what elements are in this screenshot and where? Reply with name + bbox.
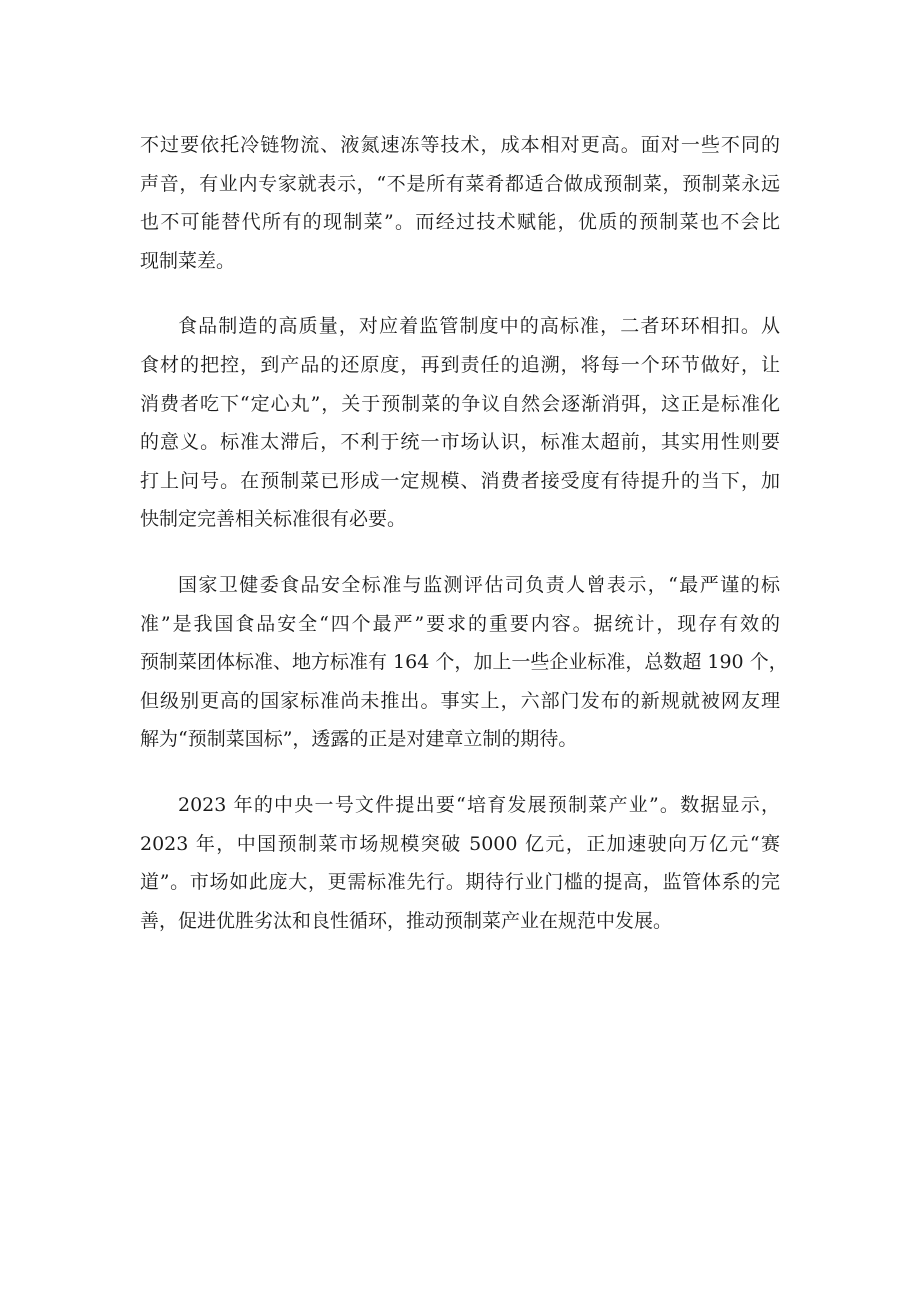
- paragraph-line: 预制菜团体标准、地方标准有 164 个，加上一些企业标准，总数超 190 个，: [140, 651, 788, 674]
- paragraph-line: 准”是我国食品安全“四个最严”要求的重要内容。据统计，现存有效的: [140, 612, 780, 635]
- paragraph-line: 的意义。标准太滞后，不利于统一市场认识，标准太超前，其实用性则要: [140, 431, 780, 454]
- paragraph-line: 道”。市场如此庞大，更需标准先行。期待行业门槛的提高，监管体系的完: [140, 871, 780, 894]
- paragraph-3: [140, 566, 788, 759]
- paragraph-line: 但级别更高的国家标准尚未推出。事实上，六部门发布的新规就被网友理: [140, 689, 780, 712]
- paragraph-2: [140, 307, 780, 539]
- paragraph-line: 国家卫健委食品安全标准与监测评估司负责人曾表示，“最严谨的标: [178, 573, 780, 596]
- paragraph-4: [140, 786, 780, 940]
- paragraph-line: 不过要依托冷链物流、液氮速冻等技术，成本相对更高。面对一些不同的: [140, 134, 780, 156]
- paragraph-line: 食材的把控，到产品的还原度，再到责任的追溯，将每一个环节做好，让: [140, 353, 780, 376]
- paragraph-line: 现制菜差。: [140, 249, 236, 272]
- article-body: [140, 126, 788, 967]
- paragraph-line: 2023 年，中国预制菜市场规模突破 5000 亿元，正加速驶向万亿元“赛: [140, 832, 780, 855]
- paragraph-line: 消费者吃下“定心丸”，关于预制菜的争议自然会逐渐消弭，这正是标准化: [140, 392, 780, 415]
- paragraph-1: [140, 126, 780, 280]
- paragraph-line: 也不可能替代所有的现制菜”。而经过技术赋能，优质的预制菜也不会比: [140, 211, 780, 234]
- paragraph-line: 善，促进优胜劣汰和良性循环，推动预制菜产业在规范中发展。: [140, 909, 673, 932]
- paragraph-line: 解为“预制菜国标”，透露的正是对建章立制的期待。: [140, 728, 578, 751]
- paragraph-line: 打上问号。在预制菜已形成一定规模、消费者接受度有待提升的当下，加: [140, 469, 780, 492]
- paragraph-line: 食品制造的高质量，对应着监管制度中的高标准，二者环环相扣。从: [178, 315, 780, 338]
- paragraph-line: 声音，有业内专家就表示，“不是所有菜肴都适合做成预制菜，预制菜永远: [140, 172, 780, 195]
- paragraph-line: 快制定完善相关标准很有必要。: [140, 508, 407, 531]
- paragraph-line: 2023 年的中央一号文件提出要“培育发展预制菜产业”。数据显示，: [178, 793, 780, 816]
